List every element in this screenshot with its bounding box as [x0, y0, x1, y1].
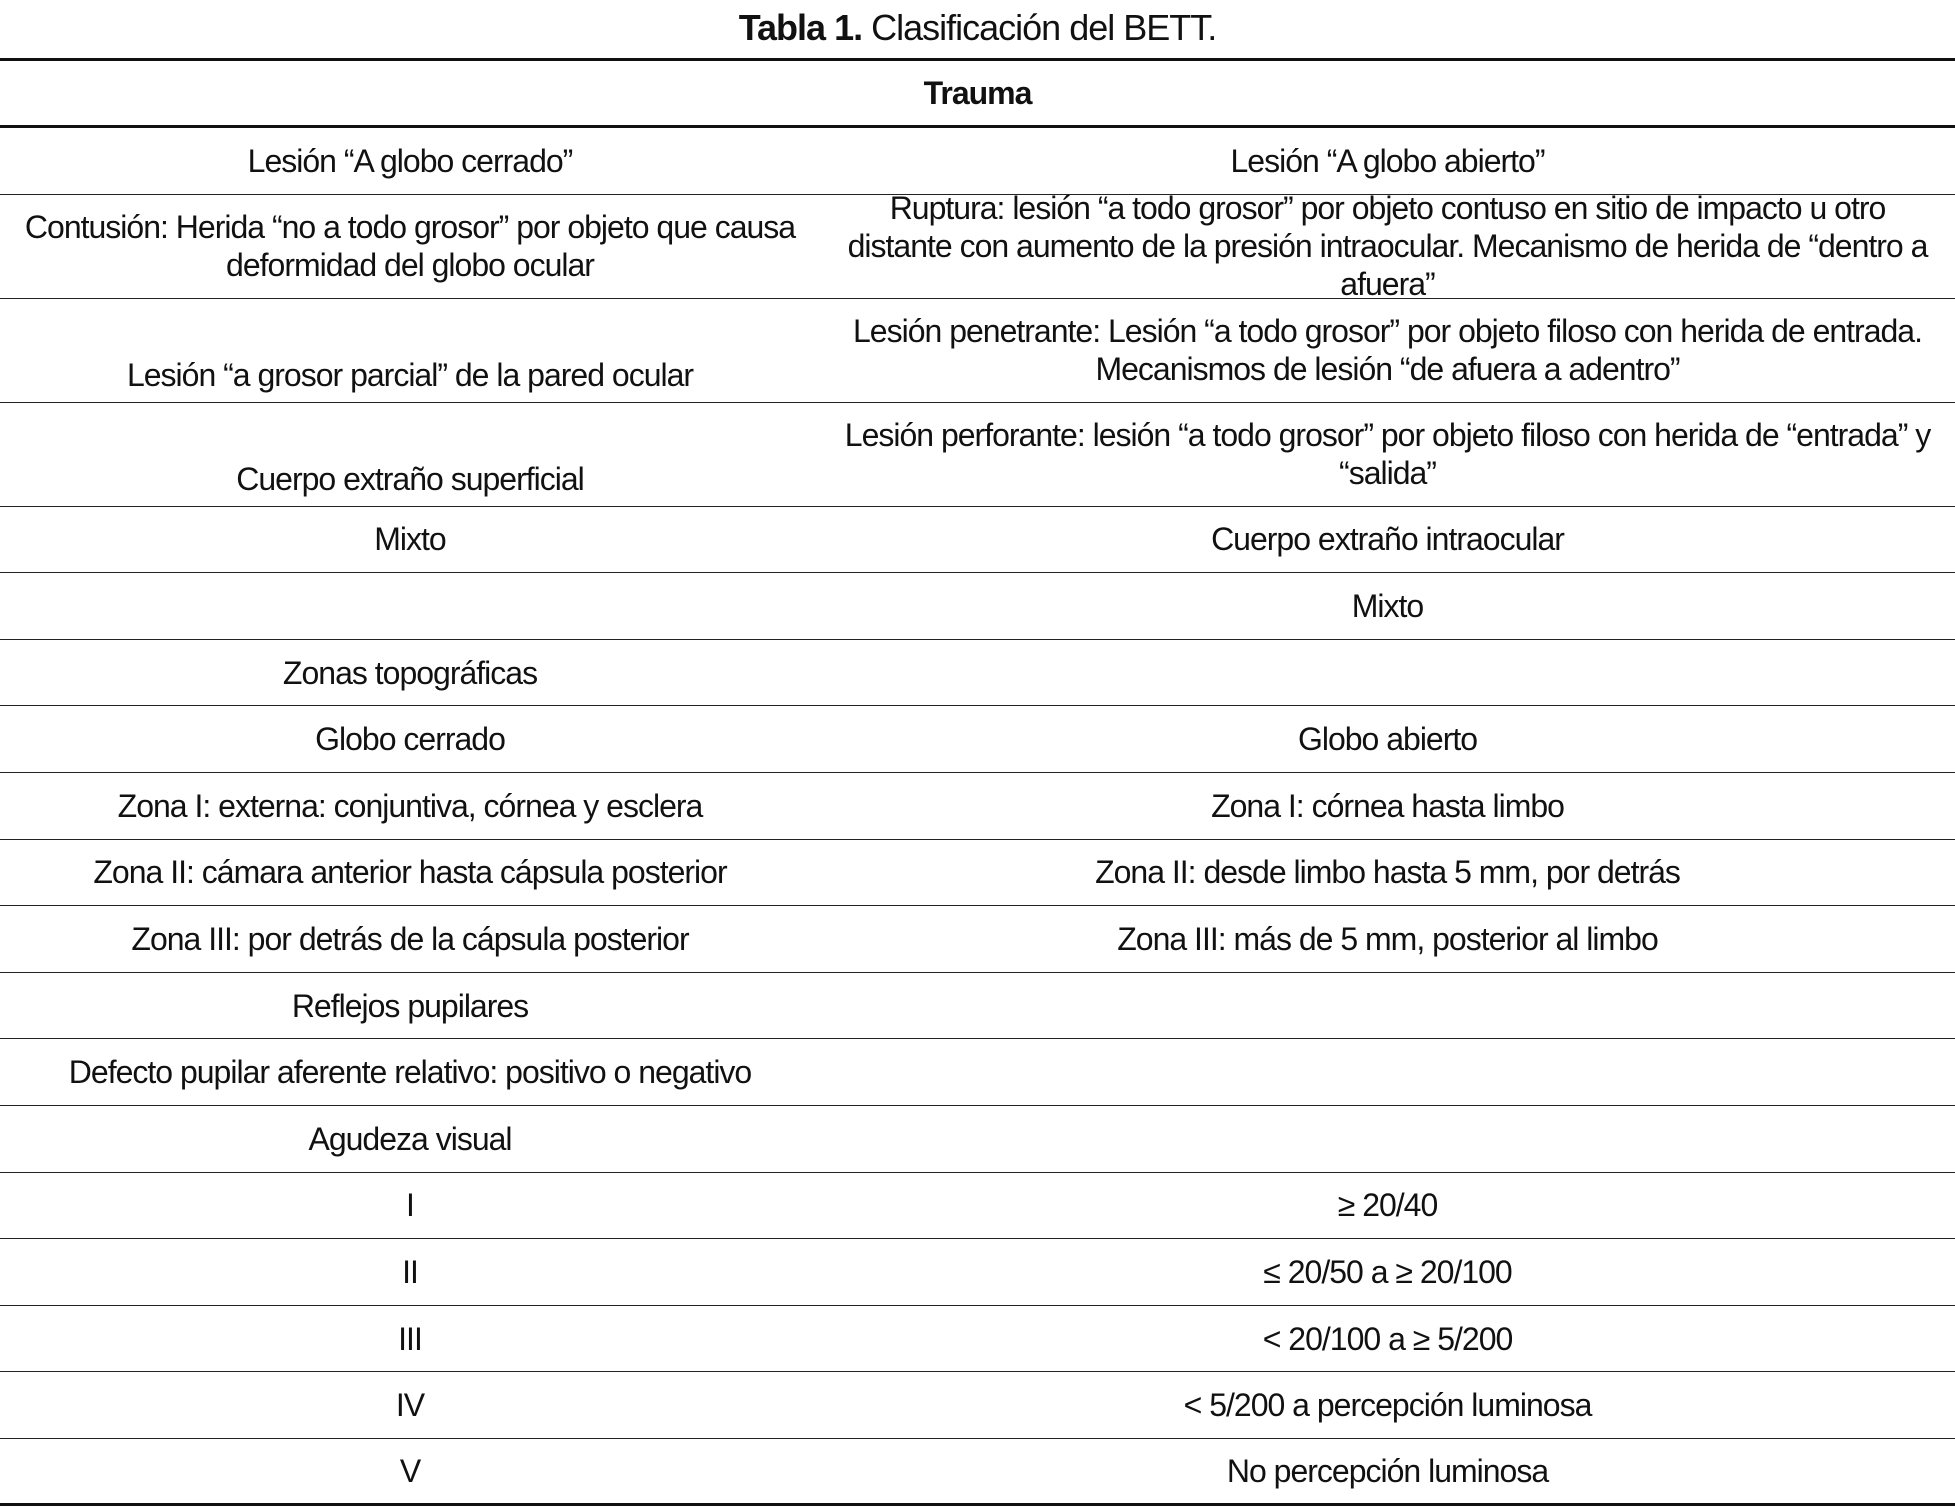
table-cell-right: < 20/100 a ≥ 5/200 [1262, 1320, 1513, 1357]
table-cell-right: Globo abierto [1297, 721, 1478, 758]
table-cell-right [820, 1106, 1955, 1172]
table-row [0, 840, 1955, 907]
table-cell-left: Globo cerrado [315, 721, 505, 758]
table-cell-right: Zona III: más de 5 mm, posterior al limbo [1117, 920, 1658, 957]
table-cell-left: Defecto pupilar aferente relativo: positivo o negativo [68, 1054, 752, 1091]
table-row [0, 1372, 1955, 1439]
table-row [0, 906, 1955, 973]
table-caption [0, 0, 1955, 56]
table-row [0, 128, 1955, 195]
table-cell-left: II [402, 1253, 418, 1290]
table-cell-right: Zona II: desde limbo hasta 5 mm, por detrás [1095, 854, 1680, 891]
table-cell-left: III [398, 1320, 422, 1357]
caption-text: Clasificación del BETT. [871, 7, 1217, 48]
table-cell-right: Zona I: córnea hasta limbo [1211, 787, 1564, 824]
table-row [0, 507, 1955, 574]
table-cell-left: I [406, 1187, 414, 1224]
table-row [0, 573, 1955, 640]
table-row [0, 1439, 1955, 1506]
section-heading-pupillary-reflexes: Reflejos pupilares [291, 987, 529, 1024]
open-globe-heading: Lesión “A globo abierto” [1230, 142, 1545, 179]
table-row [0, 1173, 1955, 1240]
table-row [0, 403, 1955, 507]
table-cell-right: ≥ 20/40 [1337, 1187, 1438, 1224]
table-cell-left: Zona II: cámara anterior hasta cápsula posterior [93, 854, 727, 891]
table-row [0, 1306, 1955, 1373]
table-cell-left: Cuerpo extraño superficial [236, 460, 584, 497]
table-cell-left: Zona III: por detrás de la cápsula posterior [131, 920, 689, 957]
table-row [0, 706, 1955, 773]
table-row [0, 973, 1955, 1040]
table-header: Trauma [0, 61, 1955, 128]
caption-label: Tabla 1. [738, 7, 863, 48]
table-cell-left: Zona I: externa: conjuntiva, córnea y esclera [117, 787, 703, 824]
table-cell-left [0, 573, 820, 639]
table-row [0, 1039, 1955, 1106]
table-row [0, 1106, 1955, 1173]
table-cell-right [820, 640, 1955, 706]
bett-classification-table [0, 58, 1955, 1506]
table-cell-left: IV [395, 1387, 425, 1424]
table-cell-right: Lesión perforante: lesión “a todo grosor” por objeto filoso con herida de “entrada” y “salida” [844, 417, 1931, 492]
section-heading-topographic-zones: Zonas topográficas [282, 654, 538, 691]
table-row [0, 1239, 1955, 1306]
table-cell-right: Cuerpo extraño intraocular [1211, 521, 1564, 558]
table-cell-right: Mixto [1351, 587, 1424, 624]
table-cell-right [820, 1039, 1955, 1105]
table-row [0, 640, 1955, 707]
table-cell-right: < 5/200 a percepción luminosa [1183, 1387, 1592, 1424]
table-row [0, 190, 1955, 303]
table-cell-right: Ruptura: lesión “a todo grosor” por objeto contuso en sitio de impacto u otro distante con aumento de la presión intraocular. Mecanismo de herida de “dentro a afuera” [847, 190, 1928, 303]
table-row [0, 299, 1955, 403]
table-cell-left: Mixto [374, 521, 446, 558]
table-cell-right: ≤ 20/50 a ≥ 20/100 [1263, 1253, 1512, 1290]
table-cell-right: No percepción luminosa [1226, 1452, 1549, 1489]
table-cell-left: Lesión “a grosor parcial” de la pared ocular [126, 356, 694, 393]
closed-globe-heading: Lesión “A globo cerrado” [247, 142, 573, 179]
table-cell-right [820, 973, 1955, 1039]
table-row [0, 773, 1955, 840]
table-cell-right: Lesión penetrante: Lesión “a todo grosor” por objeto filoso con herida de entrada. Mecanismos de lesión “de afuera a adentro” [853, 313, 1922, 388]
table-cell-left: Contusión: Herida “no a todo grosor” por objeto que causa deformidad del globo ocular [24, 209, 796, 284]
section-heading-visual-acuity: Agudeza visual [308, 1120, 512, 1157]
table-cell-left: V [399, 1452, 421, 1489]
